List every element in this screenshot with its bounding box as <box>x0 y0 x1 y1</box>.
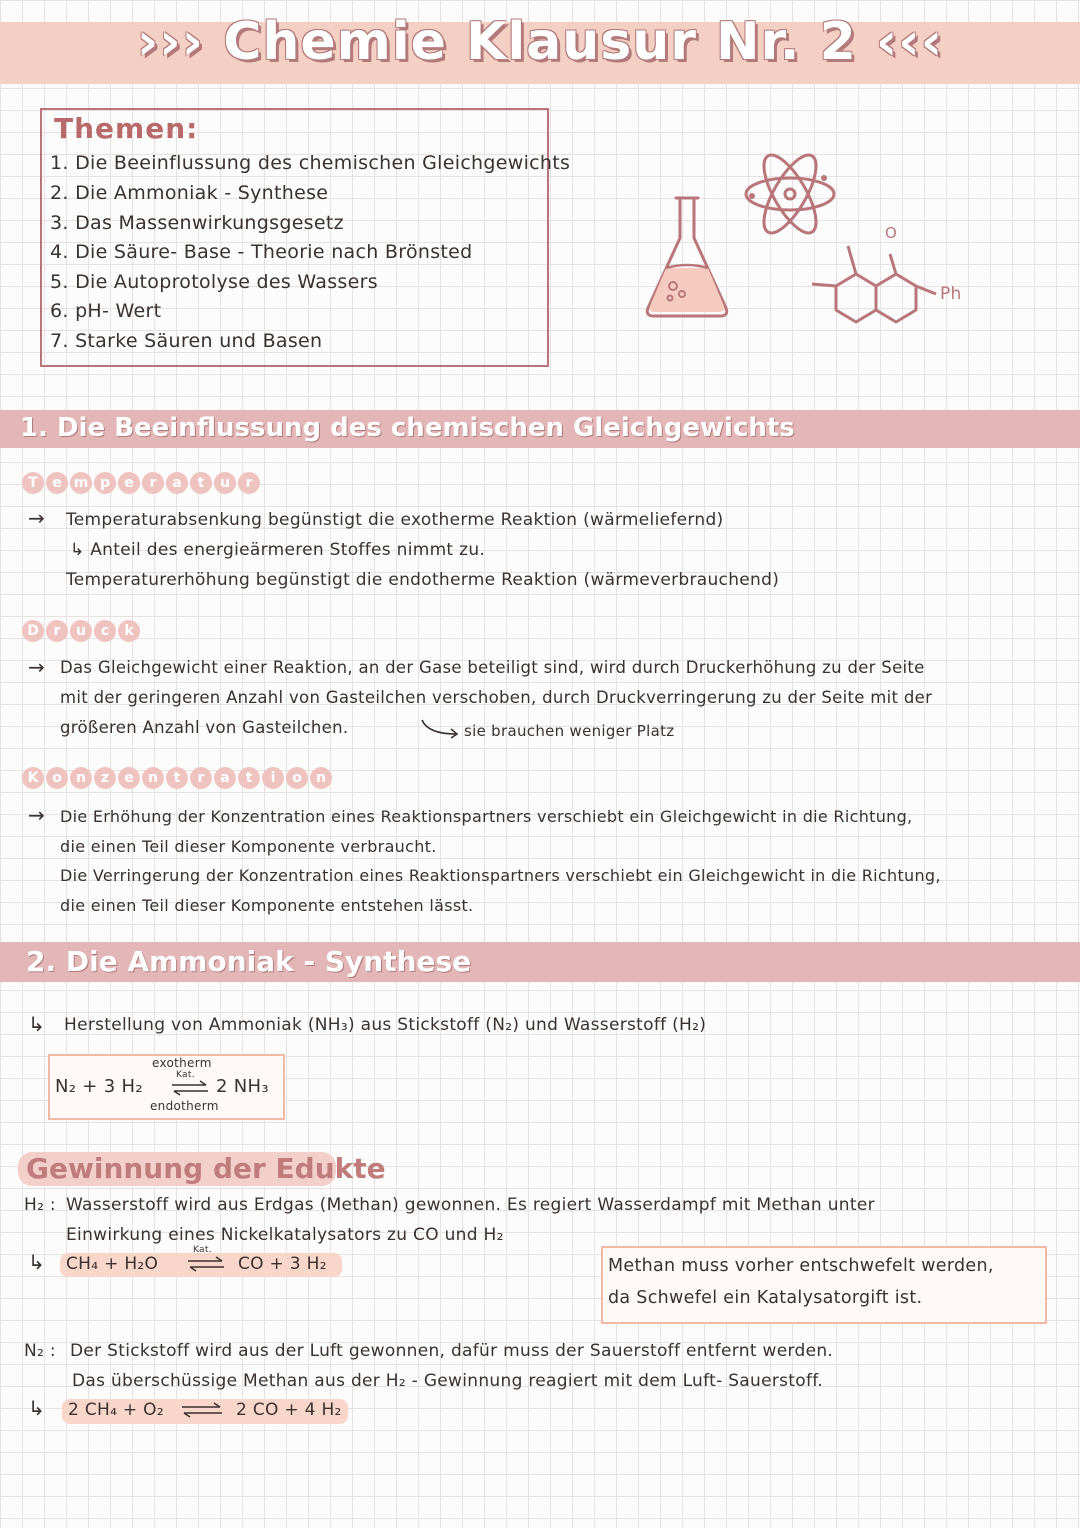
label-letter: a <box>166 472 188 494</box>
n2-line1: Der Stickstoff wird aus der Luft gewonnen, dafür muss der Sauerstoff entfernt werden. <box>70 1341 834 1361</box>
label-letter: i <box>262 767 284 789</box>
equilibrium-arrow-icon <box>180 1402 224 1418</box>
topic-item: 2. Die Ammoniak - Synthese <box>50 182 329 204</box>
equilibrium-arrow-icon <box>186 1256 226 1272</box>
return-arrow-icon: ↳ <box>28 1396 45 1420</box>
label-letter: k <box>118 620 140 642</box>
h2-eq-cat: Kat. <box>193 1245 212 1255</box>
label-letter: T <box>22 472 44 494</box>
topics-heading: Themen: <box>54 112 199 145</box>
topic-item: 3. Das Massenwirkungsgesetz <box>50 212 344 234</box>
label-letter: u <box>70 620 92 642</box>
atom-icon <box>740 148 840 240</box>
label-letter: K <box>22 767 44 789</box>
label-letter: n <box>310 767 332 789</box>
konzentration-line3: Die Verringerung der Konzentration eines Reaktionspartners verschiebt ein Gleichgewicht in die Richtung, <box>60 866 941 885</box>
druck-line1: Das Gleichgewicht einer Reaktion, an der Gase beteiligt sind, wird durch Druckerhöhung zu der Seite <box>60 658 925 677</box>
page-title: ››› Chemie Klausur Nr. 2 ‹‹‹ <box>136 12 944 72</box>
n2-prefix: N₂ : <box>24 1341 56 1361</box>
label-letter: c <box>94 620 116 642</box>
arrow-icon: → <box>28 803 45 827</box>
topic-item: 5. Die Autoprotolyse des Wassers <box>50 271 378 293</box>
h2-prefix: H₂ : <box>24 1195 56 1215</box>
arrow-icon: → <box>28 506 45 530</box>
topic-item: 7. Starke Säuren und Basen <box>50 330 323 352</box>
druck-line3: größeren Anzahl von Gasteilchen. <box>60 718 349 737</box>
n2-line2: Das überschüssige Methan aus der H₂ - Gewinnung reagiert mit dem Luft- Sauerstoff. <box>72 1371 823 1391</box>
label-letter: r <box>46 620 68 642</box>
h2-line1: Wasserstoff wird aus Erdgas (Methan) gewonnen. Es regiert Wasserdampf mit Methan unter <box>66 1195 875 1215</box>
note-line2: da Schwefel ein Katalysatorgift ist. <box>608 1288 923 1308</box>
molecule-o-label: O <box>885 224 898 242</box>
label-letter: u <box>214 472 236 494</box>
konzentration-line2: die einen Teil dieser Komponente verbraucht. <box>60 837 437 856</box>
temperatur-line3: Temperaturerhöhung begünstigt die endotherme Reaktion (wärmeverbrauchend) <box>66 570 780 590</box>
label-letter: r <box>142 472 164 494</box>
konzentration-label <box>22 767 332 789</box>
return-arrow-icon: ↳ <box>28 1012 45 1036</box>
curved-arrow-icon <box>418 716 462 740</box>
label-letter: p <box>94 472 116 494</box>
label-letter: t <box>166 767 188 789</box>
h2-line2: Einwirkung eines Nickelkatalysators zu CO und H₂ <box>66 1225 504 1245</box>
label-letter: o <box>286 767 308 789</box>
label-letter: e <box>46 472 68 494</box>
synthesis-intro: Herstellung von Ammoniak (NH₃) aus Stickstoff (N₂) und Wasserstoff (H₂) <box>64 1015 707 1035</box>
n2-eq-right: 2 CO + 4 H₂ <box>236 1400 342 1420</box>
label-letter: e <box>118 472 140 494</box>
n2-eq-left: 2 CH₄ + O₂ <box>68 1400 164 1420</box>
temperatur-line1: Temperaturabsenkung begünstigt die exotherme Reaktion (wärmeliefernd) <box>66 510 724 530</box>
equation-exotherm: exotherm <box>152 1056 212 1070</box>
equation-cat: Kat. <box>176 1070 195 1080</box>
temperatur-label <box>22 472 260 494</box>
label-letter: n <box>70 767 92 789</box>
equation-right: 2 NH₃ <box>216 1076 269 1097</box>
equation-left: N₂ + 3 H₂ <box>55 1076 143 1097</box>
topics-box <box>40 108 549 367</box>
note-line1: Methan muss vorher entschwefelt werden, <box>608 1256 994 1276</box>
arrow-icon: → <box>28 655 45 679</box>
label-letter: a <box>214 767 236 789</box>
edukte-heading: Gewinnung der Edukte <box>26 1152 386 1185</box>
druck-label <box>22 620 140 642</box>
label-letter: n <box>142 767 164 789</box>
label-letter: o <box>46 767 68 789</box>
h2-eq-right: CO + 3 H₂ <box>238 1254 327 1274</box>
temperatur-line2: ↳ Anteil des energieärmeren Stoffes nimmt zu. <box>70 540 486 560</box>
flask-icon <box>640 190 735 325</box>
druck-line2: mit der geringeren Anzahl von Gasteilchen verschoben, durch Druckverringerung zu der Seite mit der <box>60 688 933 707</box>
molecule-ph-label: Ph <box>940 284 962 304</box>
h2-eq-left: CH₄ + H₂O <box>66 1254 159 1274</box>
topic-item: 1. Die Beeinflussung des chemischen Gleichgewichts <box>50 152 571 174</box>
label-letter: t <box>238 767 260 789</box>
molecule-icon <box>808 228 978 333</box>
konzentration-line4: die einen Teil dieser Komponente entstehen lässt. <box>60 896 474 915</box>
section2-title: 2. Die Ammoniak - Synthese <box>26 945 472 978</box>
return-arrow-icon: ↳ <box>28 1250 45 1274</box>
druck-note: sie brauchen weniger Platz <box>464 722 675 740</box>
label-letter: t <box>190 472 212 494</box>
label-letter: z <box>94 767 116 789</box>
equilibrium-arrow-icon <box>170 1080 210 1096</box>
label-letter: r <box>238 472 260 494</box>
topic-item: 4. Die Säure- Base - Theorie nach Brönsted <box>50 241 473 263</box>
konzentration-line1: Die Erhöhung der Konzentration eines Reaktionspartners verschiebt ein Gleichgewicht in die Richtung, <box>60 807 913 826</box>
label-letter: e <box>118 767 140 789</box>
label-letter: r <box>190 767 212 789</box>
equation-endotherm: endotherm <box>150 1099 219 1113</box>
topic-item: 6. pH- Wert <box>50 300 162 322</box>
section1-title: 1. Die Beeinflussung des chemischen Gleichgewichts <box>20 413 795 443</box>
label-letter: D <box>22 620 44 642</box>
label-letter: m <box>70 472 92 494</box>
